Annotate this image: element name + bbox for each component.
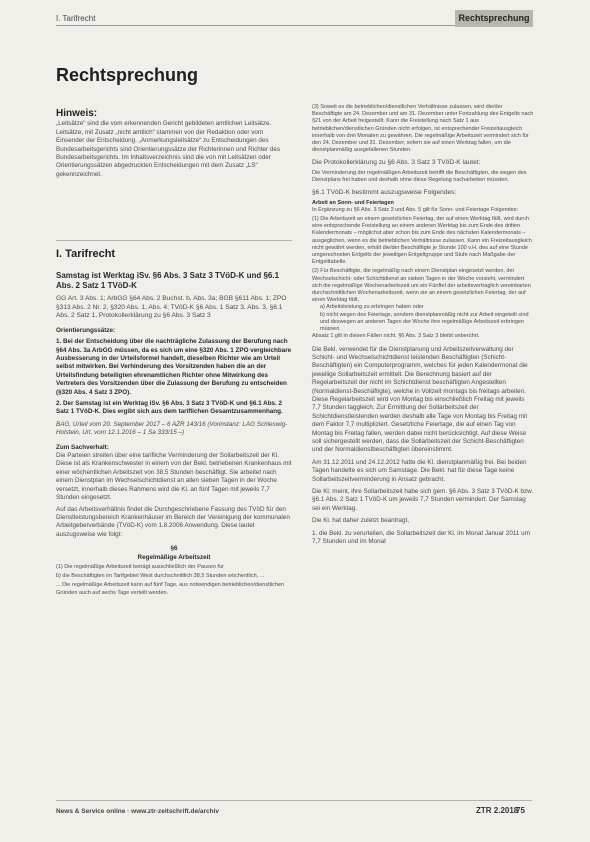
running-header-tab: Rechtsprechung	[455, 10, 533, 27]
hinweis-heading: Hinweis:	[56, 108, 98, 119]
body-paragraph-5: 1. die Bekl. zu verurteilen, die Sollarbeitszeit der Kl. im Monat Januar 2011 um 7,7 Stunden und im Monat	[312, 529, 530, 546]
section-6-1-item-b: b) nicht wegen des Feiertags, sondern dienstplanmäßig nicht zur Arbeit eingeteilt sind und deswegen an anderen Tagen der Woche ihre regelmäßige Arbeitszeit erbringen müssen.	[320, 311, 529, 333]
section-6-1-subheading: Arbeit an Sonn- und Feiertagen	[312, 199, 394, 206]
page-number: 75	[516, 806, 525, 815]
decision-heading: Samstag ist Werktag iSv. §6 Abs. 3 Satz 3 TVöD-K und §6.1 Abs. 2 Satz 1 TVöD-K	[56, 271, 280, 290]
paragraph-1: (1) Die regelmäßige Arbeitszeit beträgt ausschließlich der Pausen für	[56, 563, 224, 570]
section-6-1-item-a: a) Arbeitsleistung zu erbringen haben oder	[320, 304, 424, 311]
sachverhalt-text-2: Auf das Arbeitsverhältnis findet die Durchgeschriebene Fassung des TVöD für den Dienstleistungsbereich Krankenhäuser im Bereich der Vereinigung der kommunalen Arbeitgeberverbände (TVöD-K) vom 1.8.2006 Anwendung. Diese lautet auszugsweise wie folgt:	[56, 505, 290, 538]
body-paragraph-2: Am 31.12.2011 und 24.12.2012 hatte die Kl. dienstplanmäßig frei. Bei beiden Tagen handelte es sich um Samstage. Die Bekl. hat für diese Tage keine Sollarbeitszeitverminderung in Ansatz gebracht.	[312, 458, 527, 483]
section-rule	[56, 240, 292, 241]
paragraph-sign: §6	[170, 545, 178, 553]
protokoll-heading: Die Protokollerklärung zu §6 Abs. 3 Satz 3 TVöD-K lautet:	[312, 159, 481, 167]
body-paragraph-4: Die Kl. hat daher zuletzt beantragt,	[312, 517, 409, 525]
page-title: Rechtsprechung	[56, 65, 199, 85]
paragraph-title: Regelmäßige Arbeitszeit	[137, 553, 211, 561]
paragraph-6-3: (3) Soweit es die betrieblichen/dienstlichen Verhältnisse zulassen, wird die/der Beschäftigte am 24. Dezember und am 31. Dezember unter Fortzahlung des Entgelts nach §21 von der Arbeit freigestellt. Kann die Freistellung nach Satz 1 aus betrieblichen/dienstlichen Gründen nicht erfolgen, ist entsprechender Freizeitausgleich innerhalb von drei Monaten zu gewähren. Die regelmäßige Arbeitszeit vermindert sich für den 24. Dezember und 31. Dezember, sofern sie auf einen Werktag fallen, um die dienstplanmäßig ausgefallenen Stunden.	[312, 104, 534, 154]
body-paragraph-3: Die Kl. meint, ihre Sollarbeitszeit habe sich gem. §6 Abs. 3 Satz 3 TVöD-K bzw. §6.1 Abs. 2 Satz 1 TVöD-K um jeweils 7,7 Stunden vermindert. Der Samstag sei ein Werktag.	[312, 488, 534, 512]
orientierungssatz-1: 1. Bei der Entscheidung über die nachträgliche Zulassung der Berufung nach §64 Abs. 3a ArbGG müssen, da es sich um eine §320 Abs. 1 ZPO vergleichbare Ausbesserung in der Urteilsformel handelt, dieselben Richter wie am Urteil selbst mitwirken. Bei Verhinderung des Vorsitzenden haben die an der Urteilsfindung beteiligten ehrenamtlichen Richter ohne Mitwirkung des Vertreters des Vorsitzenden über die Zulassung der Berufung zu entscheiden (§320 Abs. 4 Satz 3 ZPO).	[56, 338, 292, 396]
section-6-1-end: Absatz 1 gilt in diesen Fällen nicht. §6 Abs. 3 Satz 3 bleibt unberührt.	[312, 333, 480, 340]
paragraph-3: ... Die regelmäßige Arbeitszeit kann auf fünf Tage, aus notwendigen betrieblichen/dienstlichen Gründen auch auf sechs Tage verteilt werden.	[56, 582, 284, 596]
orientierungssatz-2: 2. Der Samstag ist ein Werktag iSv. §6 Abs. 3 Satz 3 TVöD-K und §6.1 Abs. 2 Satz 1 TVöD-K. Dies ergibt sich aus dem tariflichen Gesamtzusammenhang.	[56, 400, 283, 416]
hinweis-box	[56, 110, 292, 179]
norms: GG Art. 3 Abs. 1; ArbGG §64 Abs. 2 Buchst. b, Abs. 3a; BGB §611 Abs. 1; ZPO §313 Abs. 2 Nr. 2, §320 Abs. 1, Abs. 4; TVöD-K §6 Abs. 1 Satz 3, Abs. 3, §6.1 Abs. 2 Satz 1, Protokollerklärung zu §6 Abs. 3 Satz 3	[56, 295, 287, 320]
section-6-1-intro: In Ergänzung zu §6 Abs. 3 Satz 3 und Abs. 5 gilt für Sonn- und Feiertage Folgendes:	[312, 206, 519, 213]
sachverhalt-text: Die Parteien streiten über eine tarifliche Verminderung der Sollarbeitszeit der Kl. Diese ist als Krankenschwester in einem von der Bekl. betriebenen Krankenhaus mit einer wöchentlichen Arbeitszeit von 38,5 Stunden beschäftigt. Sie arbeitet nach einem Dienstplan im Wechselschichtdienst an allen sieben Tagen in der Woche versetzt, innerhalb dieses Rahmens wird die Kl. an fünf Tagen mit jeweils 7,7 Stunden eingesetzt.	[56, 452, 292, 502]
citation: BAG, Urteil vom 20. September 2017 – 6 AZR 143/16 (Vorinstanz: LAG Schleswig-Holstein, Urt. vom 12.1.2016 – 1 Sa 333/15 –)	[56, 420, 288, 437]
running-header-section: I. Tarifrecht	[56, 14, 96, 23]
paragraph-2: b) die Beschäftigten im Tarifgebiet West durchschnittlich 38,5 Stunden wöchentlich, ...	[56, 573, 265, 580]
protokoll-text: Die Verminderung der regelmäßigen Arbeitszeit betrifft die Beschäftigten, die wegen des Dienstplans frei haben und deshalb ohne diese Regelung nacharbeiten müssten.	[312, 169, 527, 184]
footer-link: News & Service online · www.ztr-zeitschrift.de/archiv	[56, 808, 220, 815]
orientierung-label: Orientierungssätze:	[56, 326, 116, 334]
body-paragraph-1: Die Bekl. verwendet für die Dienstplanung und Arbeitszeitverwaltung der Schicht- und Wechselschichtdienst leistenden Beschäftigten (Schicht-Beschäftigten) ein Computerprogramm, welches für jeden Kalendermonat die jeweilige Sollarbeitszeit ermittelt. Die Berechnung basiert auf der Regelarbeitszeit der nicht im Schichtdienst beschäftigten Angestellten (Normaldienst-Beschäftigte), welche in Vollzeit montags bis freitags arbeiten. Diese Regelarbeitszeit wird von Montag bis einschließlich Freitag mit jeweils 7,7 Stunden taggleich. Zur Ermittlung der Sollarbeitszeit der Schichtdienstleistenden werden deshalb alle Tage von Montag bis Freitag mit dem Faktor 7,7 multipliziert. Gesetzliche Feiertage, die auf einen Tag von Montag bis Freitag fallen, werden dabei nicht berücksichtigt. Auf diese Weise soll sichergestellt werden, dass die Sollarbeitszeit der Schicht-Beschäftigten und der Normaldienstbeschäftigten übereinstimmt.	[312, 345, 528, 454]
section-6-1-para-2: (2) Für Beschäftigte, die regelmäßig nach einem Dienstplan eingesetzt werden, der Wechselschicht- oder Schichtdienst an sieben Tagen in der Woche vorsieht, vermindert sich die regelmäßige Wochenarbeitszeit um ein Fünftel der arbeitsvertraglich vereinbarten durchschnittlichen Wochenarbeitszeit, wenn sie an einem gesetzlichen Feiertag, der auf einen Werktag fällt,	[312, 268, 531, 304]
section-6-1-para-1: (1) Die Arbeitszeit an einem gesetzlichen Feiertag, der auf einen Werktag fällt, wird durch eine entsprechende Freistellung an einem anderen Werktag bis zum Ende des dritten Kalendermonats – möglichst aber schon bis zum Ende des nächsten Kalendermonats – ausgeglichen, wenn es die betrieblichen Verhältnisse zulassen. Kann ein Freizeitausgleich nicht gewährt werden, erhält die/der Beschäftigte je Stunde 100 v.H. des auf eine Stunde umgerechneten Entgelts der jeweiligen Entgeltgruppe und Stufe nach Maßgabe der Entgelttabelle.	[312, 216, 532, 266]
footer-journal: ZTR 2.2018	[476, 806, 519, 815]
hinweis-text: „Leitsätze“ sind die vom erkennenden Gericht gebildeten amtlichen Leitsätze. Leitsätze, mit Zusatz „nicht amtlich“ stammen von der Redaktion oder vom Einsender der Entscheidung. „Anmerkungsleitsätze“ zu Entscheidungen des Bundesarbeitsgerichts sind Orientierungssätze der Richterinnen und Richter des Bundesarbeitsgerichts. Im Inhaltsverzeichnis sind die von mit Leitsätzen oder Orientierungssätzen abgedruckten Entscheidungen mit dem Zusatz „LS“ gekennzeichnet.	[56, 120, 281, 178]
sachverhalt-label: Zum Sachverhalt:	[56, 443, 109, 451]
section-6-1-heading: §6.1 TVöD-K bestimmt auszugsweise Folgendes:	[312, 189, 457, 197]
right-column	[312, 104, 534, 546]
decision-block	[56, 271, 292, 597]
section-heading: I. Tarifrecht	[56, 248, 116, 260]
footer-rule	[56, 800, 532, 801]
